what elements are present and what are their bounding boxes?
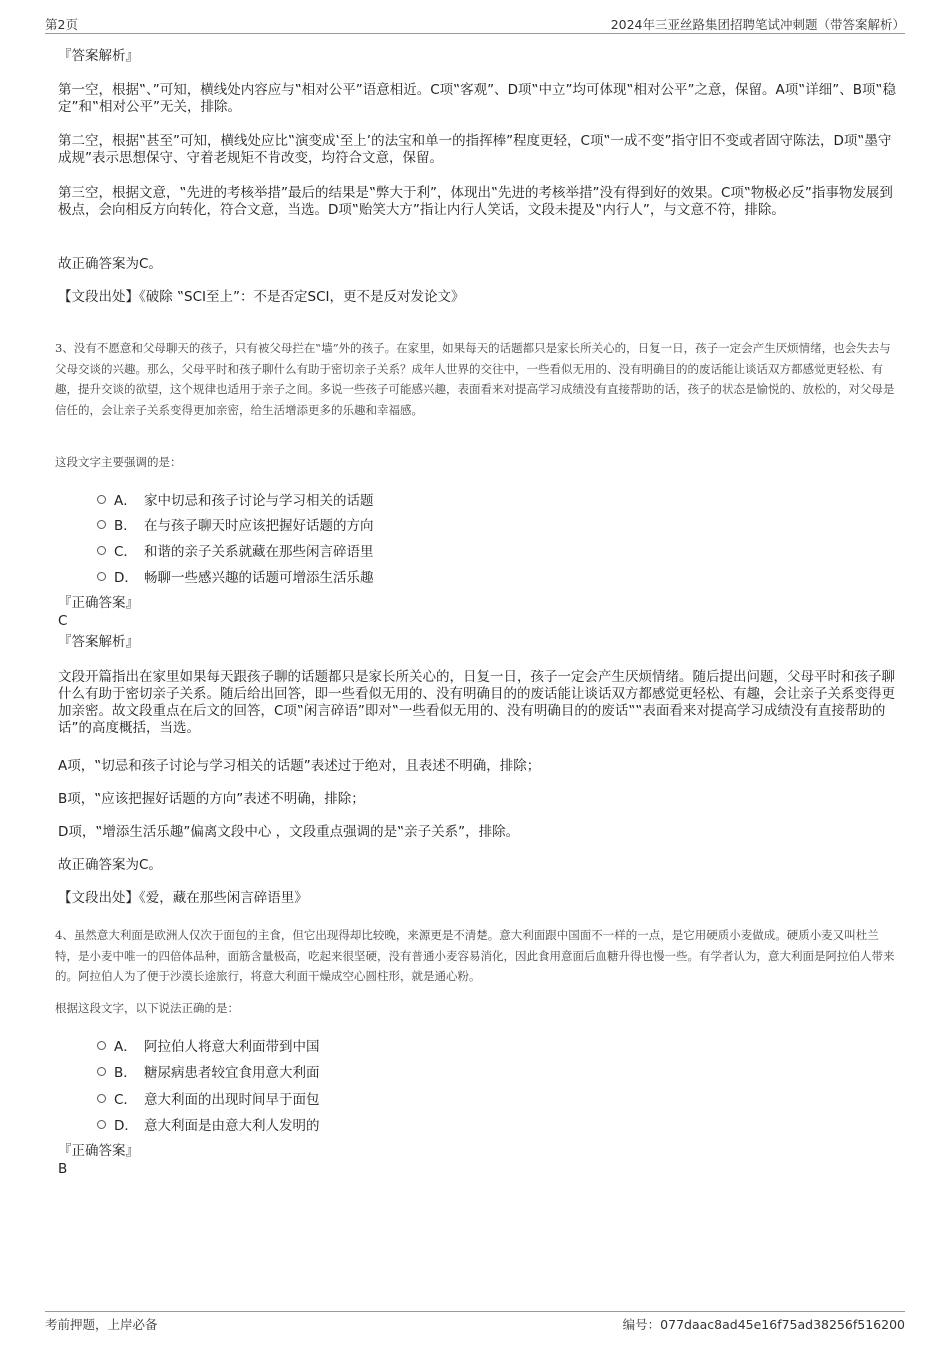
option-letter: B． [114,518,137,534]
radio-icon[interactable] [97,1120,106,1129]
option-text: 和谐的亲子关系就藏在那些闲言碎语里 [144,544,374,560]
option-text: 意大利面是由意大利人发明的 [144,1118,320,1134]
analysis-label: 『答案解析』 [58,48,139,64]
document-code: 编号：077daac8ad45e16f75ad38256f516200 [622,1317,905,1332]
analysis-paragraph: 第三空，根据文意，‟先进的考核举措”最后的结果是‟弊大于利”，体现出‟先进的考核举措”没有得到好的效果。C项‟物极必反”指事物发展到极点，会向相反方向转化，符合文意，当选。D项‟贻笑大方”指让内行人笑话，文段未提及‟内行人”，与文意不符，排除。 [58,185,893,218]
option-d[interactable] [97,1114,897,1134]
question-prompt: 根据这段文字，以下说法正确的是： [55,1001,239,1015]
analysis-label: 『答案解析』 [58,634,139,650]
option-text: 畅聊一些感兴趣的话题可增添生活乐趣 [144,570,374,586]
analysis-paragraph: 第一空，根据‟、”可知，横线处内容应与‟相对公平”语意相近。C项‟客观”、D项‟中立”均可体现‟相对公平”之意，保留。A项‟详细”、B项‟稳定”和‟相对公平”无关，排除。 [58,82,896,115]
analysis-paragraph: 第二空，根据‟甚至”可知，横线处应比‟演变成‛至上’的法宝和单一的指挥棒”程度更轻，C项‟一成不变”指守旧不变或者固守陈法，D项‟墨守成规”表示思想保守、守着老规矩不肯改变，均符合文意，保留。 [58,133,892,166]
radio-icon[interactable] [97,546,106,555]
analysis-conclusion: 故正确答案为C。 [58,857,162,873]
radio-icon[interactable] [97,572,106,581]
page-number: 第2页 [45,17,78,32]
option-letter: A． [114,493,137,509]
option-letter: B． [114,1065,137,1081]
option-b[interactable] [97,514,897,534]
option-letter: D． [114,1118,138,1134]
radio-icon[interactable] [97,1067,106,1076]
option-letter: A． [114,1039,137,1055]
option-d[interactable] [97,566,897,586]
answer-label: 『正确答案』 [58,595,139,611]
option-letter: C． [114,1092,137,1108]
answer-value: C [58,613,68,629]
answer-label: 『正确答案』 [58,1143,139,1159]
radio-icon[interactable] [97,520,106,529]
analysis-conclusion: 故正确答案为C。 [58,256,162,272]
page-header [45,14,905,34]
question-stem: 4、虽然意大利面是欧洲人仅次于面包的主食，但它出现得却比较晚，来源更是不清楚。意大利面跟中国面不一样的一点，是它用硬质小麦做成。硬质小麦又叫杜兰特，是小麦中唯一的四倍体品种，面筋含量极高，吃起来很坚硬，没有普通小麦容易消化，因此食用意面后血糖升得也慢一些。有学者认为，意大利面是阿拉伯人带来的。阿拉伯人为了便于沙漠长途旅行，将意大利面干燥成空心圆柱形，就是通心粉。 [55,928,895,983]
analysis-option-d: D项，‟增添生活乐趣”偏离文段中心 ，文段重点强调的是‟亲子关系”，排除。 [58,824,520,840]
analysis-paragraph: 文段开篇指出在家里如果每天跟孩子聊的话题都只是家长所关心的，日复一日，孩子一定会产生厌烦情绪。随后提出问题，父母平时和孩子聊什么有助于密切亲子关系。随后给出回答，即一些看似无用的、没有明确目的的废话能让谈话双方都感觉更轻松、有趣，会让亲子关系变得更加亲密。故文段重点在后文的回答，C项‟闲言碎语”即对‟一些看似无用的、没有明确目的的废话‟‟表面看来对提高学习成绩没有直接帮助的话”的高度概括，当选。 [58,669,895,736]
answer-value: B [58,1161,68,1177]
option-letter: D． [114,570,138,586]
option-a[interactable] [97,489,897,509]
passage-source: 【文段出处】《破除 ‟SCI至上”：不是否定SCI，更不是反对发论文》 [58,289,465,305]
option-a[interactable] [97,1035,897,1055]
analysis-option-a: A项，‟切忌和孩子讨论与学习相关的话题”表述过于绝对，且表述不明确，排除； [58,758,541,774]
option-b[interactable] [97,1061,897,1081]
radio-icon[interactable] [97,495,106,504]
option-text: 糖尿病患者较宜食用意大利面 [144,1065,320,1081]
analysis-option-b: B项，‟应该把握好话题的方向”表述不明确，排除； [58,791,365,807]
radio-icon[interactable] [97,1094,106,1103]
footer-motto: 考前押题，上岸必备 [45,1317,158,1332]
option-c[interactable] [97,540,897,560]
page-footer [45,1311,905,1335]
radio-icon[interactable] [97,1041,106,1050]
document-title: 2024年三亚丝路集团招聘笔试冲刺题（带答案解析） [610,17,905,32]
question-prompt: 这段文字主要强调的是： [55,455,182,469]
option-letter: C． [114,544,137,560]
option-c[interactable] [97,1088,897,1108]
option-text: 在与孩子聊天时应该把握好话题的方向 [144,518,374,534]
question-stem: 3、没有不愿意和父母聊天的孩子，只有被父母拦在‟墙”外的孩子。在家里，如果每天的话题都只是家长所关心的，日复一日，孩子一定会产生厌烦情绪，也会失去与父母交谈的兴趣。那么，父母平时和孩子聊什么有助于密切亲子关系？成年人世界的交往中，一些看似无用的、没有明确目的的废话能让谈话双方都感觉更轻松、有趣，提升交谈的欲望，这个规律也适用于亲子之间。多说一些孩子可能感兴趣，表面看来对提高学习成绩没有直接帮助的话，孩子的状态是愉悦的、放松的，对父母是信任的，会让亲子关系变得更加亲密，给生活增添更多的乐趣和幸福感。 [55,341,895,417]
option-text: 家中切忌和孩子讨论与学习相关的话题 [144,493,374,509]
option-text: 阿拉伯人将意大利面带到中国 [144,1039,320,1055]
passage-source: 【文段出处】《爱，藏在那些闲言碎语里》 [58,890,308,906]
option-text: 意大利面的出现时间早于面包 [144,1092,320,1108]
